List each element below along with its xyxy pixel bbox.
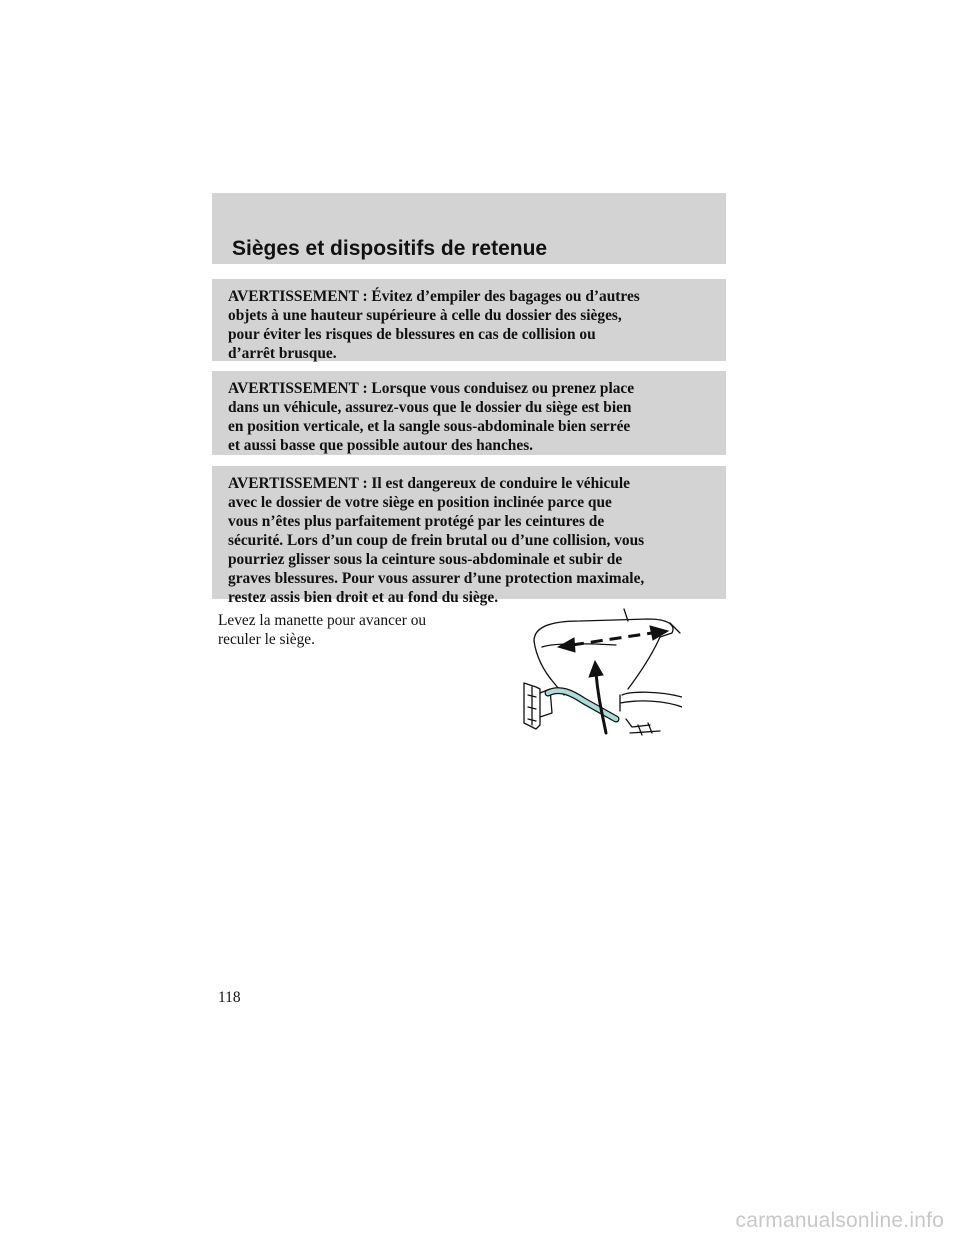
warning-line: graves blessures. Pour vous assurer d’une protection maximale, (228, 570, 645, 587)
seat-lever-icon (520, 603, 682, 737)
warning-line: dans un véhicule, assurez-vous que le dossier du siège est bien (228, 399, 632, 416)
warning-line: en position verticale, et la sangle sous-abdominale bien serrée (228, 418, 631, 435)
page-number: 118 (218, 989, 241, 1006)
instruction-line: Levez la manette pour avancer ou (218, 612, 427, 629)
watermark-link[interactable]: carmanualsonline.info (735, 1209, 944, 1232)
warning-line: restez assis bien droit et au fond du siège. (228, 589, 499, 606)
warning-box-seatback-upright (212, 371, 726, 455)
warning-line: et aussi basse que possible autour des hanches. (228, 437, 534, 454)
warning-line: AVERTISSEMENT : Il est dangereux de conduire le véhicule (228, 475, 630, 492)
warning-line: pourriez glisser sous la ceinture sous-abdominale et subir de (228, 551, 623, 568)
warning-line: d’arrêt brusque. (228, 345, 337, 362)
instruction-line: reculer le siège. (218, 631, 315, 648)
warning-box-reclined-seat (212, 466, 726, 606)
seat-adjust-instruction (218, 611, 478, 649)
warning-line: AVERTISSEMENT : Évitez d’empiler des bagages ou d’autres (228, 288, 640, 305)
warning-line: AVERTISSEMENT : Lorsque vous conduisez ou prenez place (228, 380, 635, 397)
warning-line: objets à une hauteur supérieure à celle du dossier des sièges, (228, 307, 622, 324)
section-title: Sièges et dispositifs de retenue (232, 237, 548, 260)
warning-box-luggage (212, 279, 726, 361)
warning-line: avec le dossier de votre siège en position inclinée parce que (228, 494, 612, 511)
warning-line: sécurité. Lors d’un coup de frein brutal ou d’une collision, vous (228, 532, 645, 549)
section-header (212, 193, 726, 264)
warning-line: pour éviter les risques de blessures en cas de collision ou (228, 326, 596, 343)
seat-adjust-lever-illustration (520, 603, 682, 737)
warning-line: vous n’êtes plus parfaitement protégé par les ceintures de (228, 513, 605, 530)
